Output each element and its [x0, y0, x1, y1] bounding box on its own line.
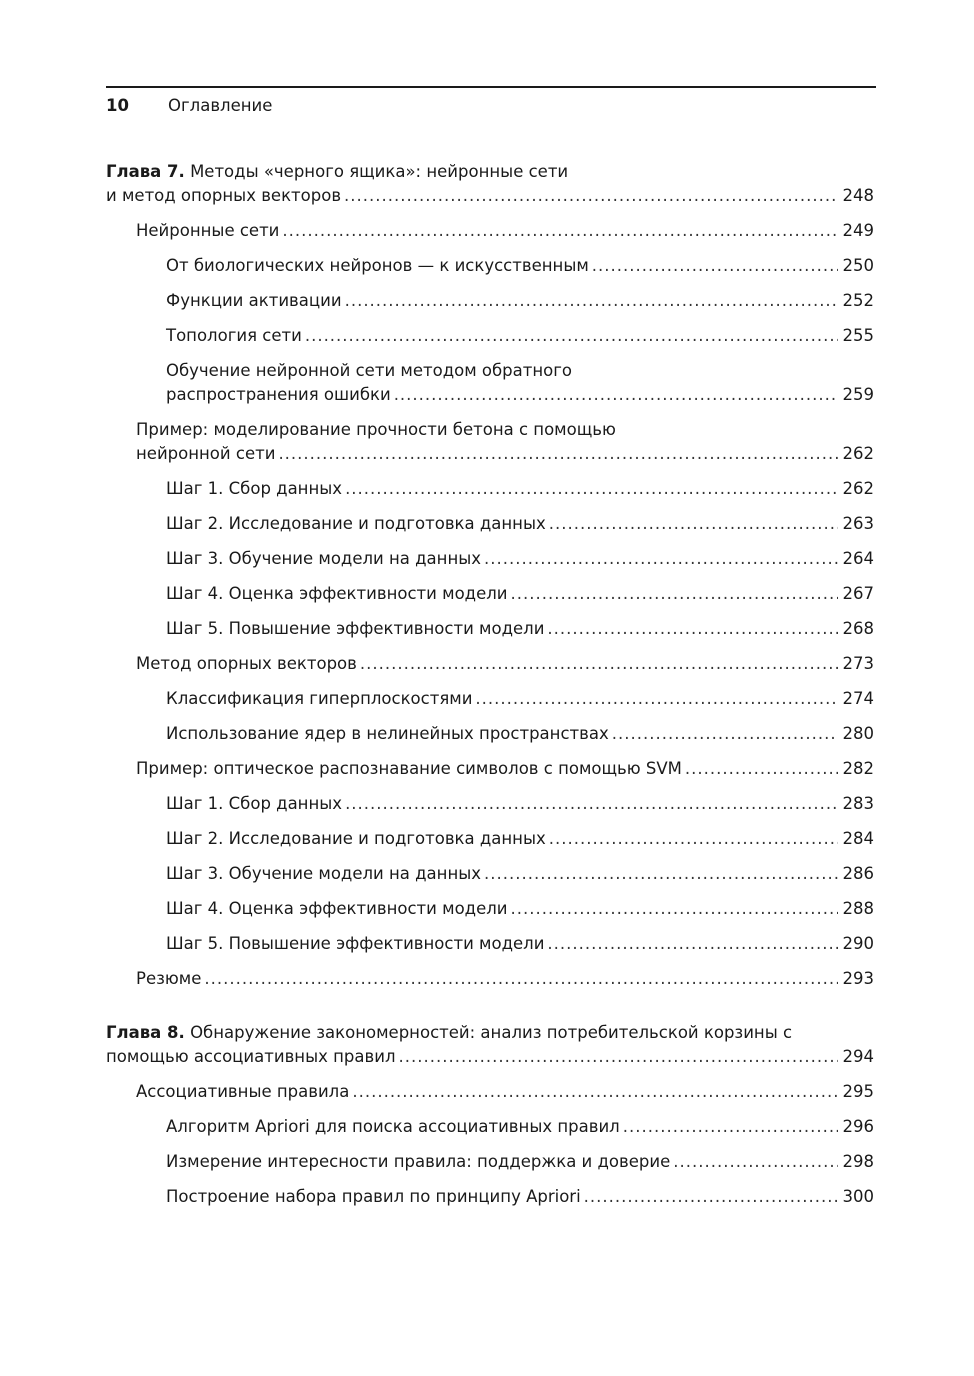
page-ref: 264: [842, 549, 874, 568]
entry-title: Нейронные сети: [136, 221, 280, 240]
dot-leader: [344, 184, 838, 208]
page-ref: 296: [842, 1117, 874, 1136]
page-ref: 295: [842, 1082, 874, 1101]
entry-title: Измерение интересности правила: поддержка и доверие: [166, 1152, 671, 1171]
entry-title: Шаг 4. Оценка эффективности модели: [166, 899, 508, 918]
dot-leader: [345, 792, 838, 816]
page-ref: 283: [842, 794, 874, 813]
entry-title-line1: Пример: моделирование прочности бетона с помощью: [136, 420, 616, 439]
entry-title: Шаг 2. Исследование и подготовка данных: [166, 514, 546, 533]
page-ref: 280: [842, 724, 874, 743]
entry-title: Ассоциативные правила: [136, 1082, 350, 1101]
page-ref: 274: [842, 689, 874, 708]
subsection-entry[interactable]: [106, 617, 874, 641]
dot-leader: [673, 1150, 838, 1174]
entry-title: Шаг 1. Сбор данных: [166, 794, 343, 813]
subsection-entry[interactable]: [106, 1115, 874, 1139]
page-ref: 262: [842, 479, 874, 498]
page-ref: 293: [842, 969, 874, 988]
page-ref: 259: [842, 385, 874, 404]
subsection-entry[interactable]: [106, 1150, 874, 1174]
dot-leader: [475, 687, 838, 711]
subsection-entry[interactable]: [106, 897, 874, 921]
section-entry[interactable]: [106, 967, 874, 991]
entry-title: Пример: оптическое распознавание символов с помощью SVM: [136, 759, 682, 778]
page-ref: 298: [842, 1152, 874, 1171]
entry-title: Шаг 4. Оценка эффективности модели: [166, 584, 508, 603]
chapter-entry[interactable]: [106, 160, 874, 208]
dot-leader: [549, 512, 838, 536]
page-ref: 263: [842, 514, 874, 533]
chapter-title-line1: Обнаружение закономерностей: анализ потребительской корзины с: [190, 1023, 793, 1042]
dot-leader: [549, 827, 838, 851]
dot-leader: [612, 722, 838, 746]
entry-title: распространения ошибки: [166, 385, 391, 404]
page-ref: 268: [842, 619, 874, 638]
page-ref: 267: [842, 584, 874, 603]
dot-leader: [547, 932, 838, 956]
subsection-entry[interactable]: [106, 1185, 874, 1209]
section-entry[interactable]: [106, 652, 874, 676]
dot-leader: [511, 897, 839, 921]
entry-title: Метод опорных векторов: [136, 654, 357, 673]
page-ref: 286: [842, 864, 874, 883]
header-rule: [106, 86, 876, 88]
dot-leader: [592, 254, 838, 278]
entry-title: Шаг 5. Повышение эффективности модели: [166, 934, 545, 953]
subsection-entry[interactable]: [106, 547, 874, 571]
subsection-entry[interactable]: [106, 862, 874, 886]
dot-leader: [399, 1045, 839, 1069]
page-header: [106, 96, 273, 116]
subsection-entry[interactable]: [106, 722, 874, 746]
chapter-label: Глава 7.: [106, 162, 185, 181]
section-entry[interactable]: [106, 418, 874, 466]
page-ref: 294: [842, 1047, 874, 1066]
page-ref: 250: [842, 256, 874, 275]
entry-title: Построение набора правил по принципу Apriori: [166, 1187, 581, 1206]
page-ref: 290: [842, 934, 874, 953]
chapter-title-line2: помощью ассоциативных правил: [106, 1047, 396, 1066]
section-entry[interactable]: [106, 219, 874, 243]
page-ref: 262: [842, 444, 874, 463]
dot-leader: [352, 1080, 838, 1104]
page-ref: 273: [842, 654, 874, 673]
dot-leader: [282, 219, 838, 243]
entry-title: Шаг 3. Обучение модели на данных: [166, 549, 482, 568]
subsection-entry[interactable]: [106, 792, 874, 816]
page-ref: 288: [842, 899, 874, 918]
entry-title: Использование ядер в нелинейных пространствах: [166, 724, 609, 743]
section-entry[interactable]: [106, 757, 874, 781]
page-ref: 300: [842, 1187, 874, 1206]
subsection-entry[interactable]: [106, 582, 874, 606]
subsection-entry[interactable]: [106, 512, 874, 536]
subsection-entry[interactable]: [106, 477, 874, 501]
dot-leader: [345, 477, 838, 501]
dot-leader: [547, 617, 838, 641]
dot-leader: [584, 1185, 838, 1209]
subsection-entry[interactable]: [106, 289, 874, 313]
page-ref: 284: [842, 829, 874, 848]
entry-title: Топология сети: [166, 326, 302, 345]
page-ref: 282: [842, 759, 874, 778]
dot-leader: [685, 757, 838, 781]
page-ref: 249: [842, 221, 874, 240]
chapter-entry[interactable]: [106, 1021, 874, 1069]
entry-title: Функции активации: [166, 291, 342, 310]
entry-title: Шаг 5. Повышение эффективности модели: [166, 619, 545, 638]
table-of-contents: [106, 160, 874, 1209]
entry-title: нейронной сети: [136, 444, 276, 463]
subsection-entry[interactable]: [106, 254, 874, 278]
dot-leader: [278, 442, 838, 466]
section-entry[interactable]: [106, 1080, 874, 1104]
entry-title: Шаг 1. Сбор данных: [166, 479, 343, 498]
subsection-entry[interactable]: [106, 359, 874, 407]
subsection-entry[interactable]: [106, 827, 874, 851]
entry-title: Резюме: [136, 969, 202, 988]
chapter-title-line1: Методы «черного ящика»: нейронные сети: [190, 162, 569, 181]
subsection-entry[interactable]: [106, 932, 874, 956]
page-ref: 255: [842, 326, 874, 345]
dot-leader: [360, 652, 838, 676]
running-title: Оглавление: [168, 96, 273, 115]
dot-leader: [484, 862, 838, 886]
entry-title: От биологических нейронов — к искусственным: [166, 256, 589, 275]
entry-title: Алгоритм Apriori для поиска ассоциативных правил: [166, 1117, 620, 1136]
page-number: 10: [106, 96, 129, 115]
subsection-entry[interactable]: [106, 687, 874, 711]
entry-title: Шаг 2. Исследование и подготовка данных: [166, 829, 546, 848]
chapter-title-line2: и метод опорных векторов: [106, 186, 342, 205]
dot-leader: [394, 383, 838, 407]
dot-leader: [484, 547, 838, 571]
subsection-entry[interactable]: [106, 324, 874, 348]
dot-leader: [204, 967, 838, 991]
entry-title: Шаг 3. Обучение модели на данных: [166, 864, 482, 883]
dot-leader: [511, 582, 839, 606]
page-ref: 252: [842, 291, 874, 310]
entry-title: Классификация гиперплоскостями: [166, 689, 473, 708]
chapter-label: Глава 8.: [106, 1023, 185, 1042]
page-ref: 248: [842, 186, 874, 205]
entry-title-line1: Обучение нейронной сети методом обратного: [166, 361, 573, 380]
dot-leader: [305, 324, 838, 348]
dot-leader: [623, 1115, 838, 1139]
dot-leader: [345, 289, 838, 313]
